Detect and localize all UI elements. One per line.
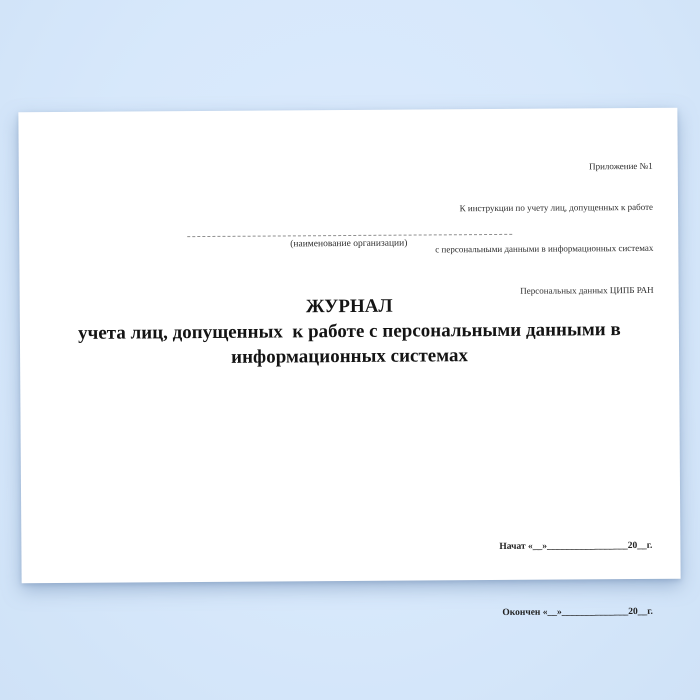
- journal-title: [20, 292, 680, 372]
- journal-title-line: ЖУРНАЛ: [305, 295, 393, 318]
- organization-name-caption: (наименование организации): [290, 238, 408, 250]
- journal-title-line: учета лиц, допущенных к работе с персональными данными в: [78, 319, 621, 344]
- fill-dates-block: [499, 493, 653, 668]
- appendix-header-line: с персональными данными в информационных системах: [435, 243, 654, 255]
- appendix-header-line: К инструкции по учету лиц, допущенных к работе: [459, 201, 654, 214]
- appendix-header-line: Персональных данных ЦИПБ РАН: [520, 284, 654, 296]
- date-started-line: Начат «__»_________________20__г.: [499, 541, 653, 553]
- date-finished-line: Окончен «__»______________20__г.: [502, 606, 653, 618]
- journal-cover-sheet: [18, 108, 680, 618]
- appendix-header-line: Приложение №1: [589, 160, 653, 171]
- journal-title-line: информационных системах: [231, 345, 469, 368]
